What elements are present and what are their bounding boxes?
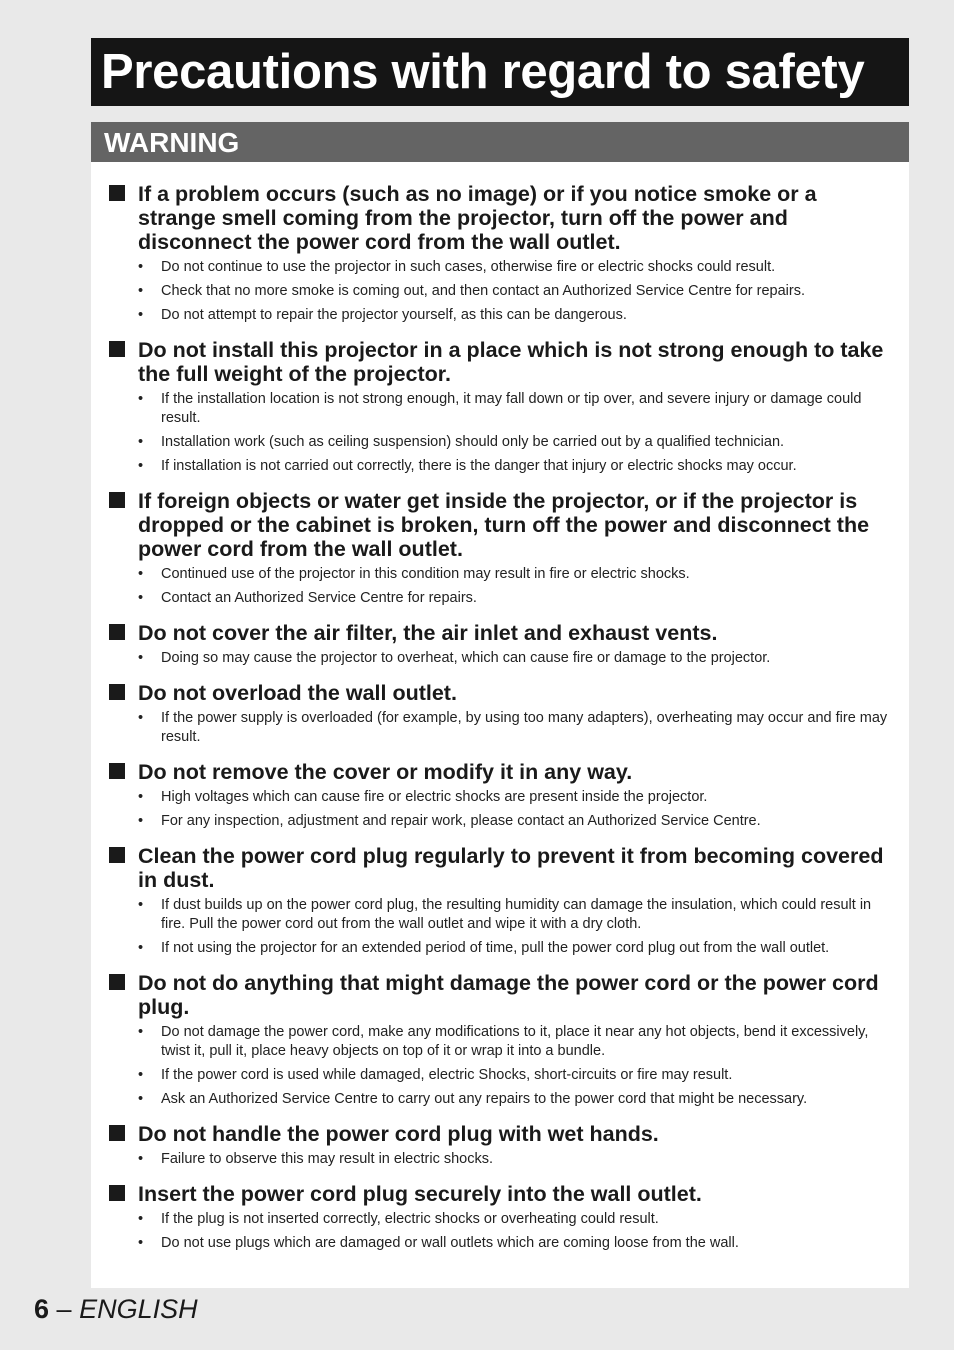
bullet-dot-icon: • [138,391,144,407]
black-square-bullet-icon [109,624,125,640]
page-number: 6 [34,1294,50,1324]
warning-content [91,162,909,1288]
warning-item [109,971,891,1109]
bullet-list [109,649,891,668]
bullet-text: Do not use plugs which are damaged or wall outlets which are coming loose from the wall. [161,1235,739,1251]
bullet-dot-icon: • [138,789,144,805]
bullet-dot-icon: • [138,1024,144,1040]
black-square-bullet-icon [109,974,125,990]
bullet-dot-icon: • [138,1235,144,1251]
list-item [138,939,891,958]
list-item [138,1150,891,1169]
bullet-dot-icon: • [138,434,144,450]
bullet-text: Contact an Authorized Service Centre for repairs. [161,590,477,606]
black-square-bullet-icon [109,847,125,863]
bullet-text: Do not damage the power cord, make any modifications to it, place it near any hot objects, bend it excessively, twist it, pull it, place heavy objects on top of it or wrap it into a bundle. [161,1024,869,1059]
bullet-list [109,1210,891,1253]
warning-heading [109,489,891,561]
bullet-text: Continued use of the projector in this condition may result in fire or electric shocks. [161,566,690,582]
bullet-text: If installation is not carried out correctly, there is the danger that injury or electric shocks may occur. [161,458,797,474]
bullet-dot-icon: • [138,307,144,323]
bullet-text: If the power cord is used while damaged, electric Shocks, short-circuits or fire may result. [161,1067,733,1083]
bullet-text: If the plug is not inserted correctly, electric shocks or overheating could result. [161,1211,659,1227]
list-item [138,1210,891,1229]
bullet-text: For any inspection, adjustment and repair work, please contact an Authorized Service Centre. [161,813,761,829]
bullet-dot-icon: • [138,897,144,913]
bullet-list [109,258,891,325]
warning-heading-text: Do not remove the cover or modify it in any way. [138,760,633,784]
warning-heading [109,971,891,1019]
list-item [138,1234,891,1253]
title-bar [91,38,909,106]
bullet-dot-icon: • [138,650,144,666]
warning-heading [109,621,891,645]
black-square-bullet-icon [109,341,125,357]
footer-separator: – [49,1294,80,1324]
warning-item [109,844,891,958]
bullet-text: Do not attempt to repair the projector yourself, as this can be dangerous. [161,307,627,323]
black-square-bullet-icon [109,1125,125,1141]
list-item [138,565,891,584]
list-item [138,390,891,428]
bullet-dot-icon: • [138,940,144,956]
warning-heading [109,1182,891,1206]
bullet-list [109,709,891,747]
bullet-dot-icon: • [138,813,144,829]
list-item [138,896,891,934]
page-footer [34,1294,198,1325]
bullet-dot-icon: • [138,710,144,726]
bullet-list [109,788,891,831]
warning-item [109,621,891,668]
warning-heading [109,182,891,254]
bullet-dot-icon: • [138,259,144,275]
bullet-dot-icon: • [138,590,144,606]
bullet-text: Do not continue to use the projector in such cases, otherwise fire or electric shocks could result. [161,259,776,275]
warning-heading-text: Do not handle the power cord plug with wet hands. [138,1122,659,1146]
warning-heading [109,681,891,705]
bullet-dot-icon: • [138,566,144,582]
list-item [138,258,891,277]
bullet-text: Failure to observe this may result in electric shocks. [161,1151,494,1167]
bullet-list [109,896,891,958]
list-item [138,788,891,807]
black-square-bullet-icon [109,763,125,779]
warning-heading-text: Do not cover the air filter, the air inlet and exhaust vents. [138,621,718,645]
warning-item [109,489,891,608]
warning-heading [109,1122,891,1146]
warning-heading-text: Do not overload the wall outlet. [138,681,457,705]
bullet-dot-icon: • [138,458,144,474]
warning-label: WARNING [104,127,240,158]
list-item [138,1023,891,1061]
warning-item [109,182,891,325]
bullet-text: If the power supply is overloaded (for example, by using too many adapters), overheating may occur and fire may result. [161,710,888,745]
bullet-list [109,565,891,608]
bullet-list [109,390,891,476]
warning-heading-text: Clean the power cord plug regularly to prevent it from becoming covered in dust. [138,844,884,892]
list-item [138,433,891,452]
bullet-text: If not using the projector for an extended period of time, pull the power cord plug out from the wall outlet. [161,940,830,956]
bullet-text: Doing so may cause the projector to overheat, which can cause fire or damage to the projector. [161,650,771,666]
warning-heading-text: Do not install this projector in a place which is not strong enough to take the full weight of the projector. [138,338,884,386]
warning-heading-text: If foreign objects or water get inside the projector, or if the projector is dropped or the cabinet is broken, turn off the power and disconnect the power cord from the wall outlet. [138,489,870,561]
warning-heading [109,338,891,386]
list-item [138,649,891,668]
warning-heading-text: Do not do anything that might damage the power cord or the power cord plug. [138,971,879,1019]
warning-heading [109,844,891,892]
list-item [138,709,891,747]
bullet-dot-icon: • [138,1067,144,1083]
black-square-bullet-icon [109,1185,125,1201]
bullet-text: Installation work (such as ceiling suspension) should only be carried out by a qualified technician. [161,434,785,450]
bullet-dot-icon: • [138,283,144,299]
bullet-dot-icon: • [138,1091,144,1107]
bullet-text: Check that no more smoke is coming out, and then contact an Authorized Service Centre for repairs. [161,283,805,299]
warning-item [109,1122,891,1169]
black-square-bullet-icon [109,684,125,700]
bullet-dot-icon: • [138,1211,144,1227]
list-item [138,306,891,325]
list-item [138,812,891,831]
warning-heading [109,760,891,784]
bullet-text: Ask an Authorized Service Centre to carry out any repairs to the power cord that might be necessary. [161,1091,808,1107]
warning-item [109,760,891,831]
black-square-bullet-icon [109,185,125,201]
list-item [138,1066,891,1085]
bullet-dot-icon: • [138,1151,144,1167]
list-item [138,1090,891,1109]
bullet-text: If the installation location is not strong enough, it may fall down or tip over, and severe injury or damage could result. [161,391,862,426]
warning-item [109,338,891,476]
footer-language: ENGLISH [79,1294,198,1324]
warning-heading-text: Insert the power cord plug securely into the wall outlet. [138,1182,702,1206]
black-square-bullet-icon [109,492,125,508]
bullet-text: If dust builds up on the power cord plug, the resulting humidity can damage the insulation, which could result in fire. Pull the power cord out from the wall outlet and wipe it with a dry cloth. [161,897,872,932]
bullet-list [109,1023,891,1109]
list-item [138,282,891,301]
warning-section-header [91,122,909,162]
list-item [138,457,891,476]
warning-heading-text: If a problem occurs (such as no image) or if you notice smoke or a strange smell coming from the projector, turn off the power and disconnect the power cord from the wall outlet. [138,182,817,254]
list-item [138,589,891,608]
warning-item [109,681,891,747]
bullet-text: High voltages which can cause fire or electric shocks are present inside the projector. [161,789,708,805]
page-title: Precautions with regard to safety [101,45,865,99]
warning-item [109,1182,891,1253]
bullet-list [109,1150,891,1169]
